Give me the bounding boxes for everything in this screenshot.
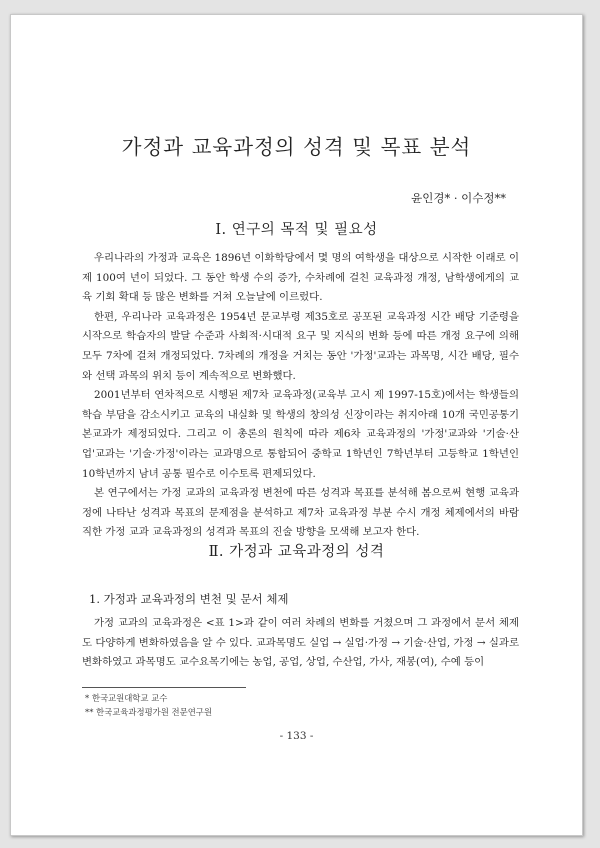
page-number: - 133 - <box>279 730 314 742</box>
author-line: 윤인경* · 이수정** <box>411 191 506 205</box>
subsection-heading: 1. 가정과 교육과정의 변천 및 문서 체제 <box>89 592 289 606</box>
paragraph-1: 우리나라의 가정과 교육은 1896년 이화학당에서 몇 명의 여학생을 대상으로 시작한 이래로 이제 100여 년이 되었다. 그 동안 학생 수의 증가, 수차례에 걸친 교육과정 개정, 남학생에게의 교육 기회 확대 등 많은 변화를 거쳐 오늘날에 이르렀다. <box>82 252 519 304</box>
section-heading-1: Ⅰ. 연구의 목적 및 필요성 <box>215 222 378 238</box>
section-1-body <box>82 249 519 543</box>
paragraph-4: 본 연구에서는 가정 교과의 교육과정 변천에 따른 성격과 목표를 분석해 봄으로써 현행 교육과정에 나타난 성격과 목표의 문제점을 분석하고 제7차 교육과정 부분 수시 개정 체제에서의 바람직한 가정 교과 교육과정의 성격과 목표의 진술 방향을 모색해 보고자 한다. <box>82 487 519 539</box>
section-heading-2: Ⅱ. 가정과 교육과정의 성격 <box>208 544 385 560</box>
footnotes <box>85 691 212 719</box>
paper-title: 가정과 교육과정의 성격 및 목표 분석 <box>121 135 472 159</box>
footnote-1: * 한국교원대학교 교수 <box>85 693 168 703</box>
paragraph-2: 한편, 우리나라 교육과정은 1954년 문교부령 제35호로 공포된 교육과정 시간 배당 기준령을 시작으로 학습자의 발달 수준과 사회적·시대적 요구 및 지식의 변화 등에 따른 개정 요구에 의해 모두 7차에 걸쳐 개정되었다. 7차례의 개정을 거치는 동안 '가정'교과는 과목명, 시간 배당, 필수와 선택 과목의 위치 등이 계속적으로 변화했다. <box>82 310 519 382</box>
footnote-divider <box>82 687 246 688</box>
footnote-2: ** 한국교육과정평가원 전문연구원 <box>85 707 212 717</box>
section-2-body <box>82 614 519 673</box>
paragraph-3: 2001년부터 연차적으로 시행된 제7차 교육과정(교육부 고시 제 1997-15호)에서는 학생들의 학습 부담을 감소시키고 교육의 내실화 및 학생의 창의성 신장이라는 취지아래 10개 국민공통기본교과가 제정되었다. 그리고 이 총론의 원칙에 따라 제6차 교육과정의 '가정'교과와 '기술·산업'교과는 '기술·가정'이라는 교과명으로 통합되어 중학교 1학년인 7학년부터 고등학교 1학년인 10학년까지 남녀 공통 필수로 이수토록 편제되었다. <box>82 389 519 480</box>
document-page <box>10 14 583 836</box>
paragraph-5: 가정 교과의 교육과정은 <표 1>과 같이 여러 차례의 변화를 거쳤으며 그 과정에서 문서 체제도 다양하게 변화하였음을 알 수 있다. 교과목명도 실업 → 실업·가정 → 기술·산업, 가정 → 실과로 변화하였고 과목명도 교수요목기에는 농업, 공업, 상업, 수산업, 가사, 재봉(여), 수예 등이 <box>82 617 519 669</box>
